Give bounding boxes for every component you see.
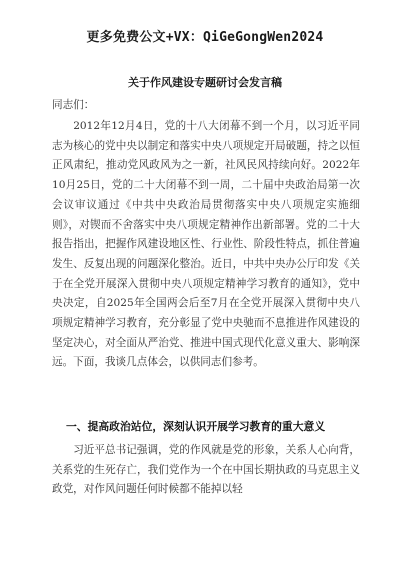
paragraph-intro: 2012年12月4日，党的十八大闭幕不到一个月，以习近平同志为核心的党中央以制定和落实中央八项规定开局破题，持之以恒正风肃纪，推动党风政风为之一新，社风民风持续向好。2022年10月25日，党的二十大闭幕不到一周，二十届中央政治局第一次会议审议通过《中共中央政治局贯彻落实中央八项规定实施细则》，对锲而不舍落实中央八项规定精神作出新部署。党的二十大报告指出，把握作风建设地区性、行业性、阶段性特点，抓住普遍发生、反复出现的问题深化整治。近日，中共中央办公厅印发《关于在全党开展深入贯彻中央八项规定精神学习教育的通知》，党中央决定，自2025年全国两会后至7月在全党开展深入贯彻中央八项规定精神学习教育，充分彰显了党中央驰而不息推进作风建设的坚定决心，对全面从严治党、推进中国式现代化意义重大、影响深远。下面，我谈几点体会，以供同志们参考。 <box>52 120 360 369</box>
salutation: 同志们： <box>52 99 95 111</box>
body-section-intro <box>52 117 360 373</box>
watermark-header: 更多免费公文+VX：QiGeGongWen2024 <box>86 30 324 45</box>
section-heading-1: 一、提高政治站位，深刻认识开展学习教育的重大意义 <box>66 420 326 433</box>
document-title: 关于作风建设专题研讨会发言稿 <box>128 76 282 89</box>
paragraph-section-1: 习近平总书记强调，党的作风就是党的形象，关系人心向背，关系党的生死存亡，我们党作为一个在中国长期执政的马克思主义政党，对作风问题任何时候都不能掉以轻 <box>52 444 360 496</box>
body-section-1 <box>52 441 360 500</box>
